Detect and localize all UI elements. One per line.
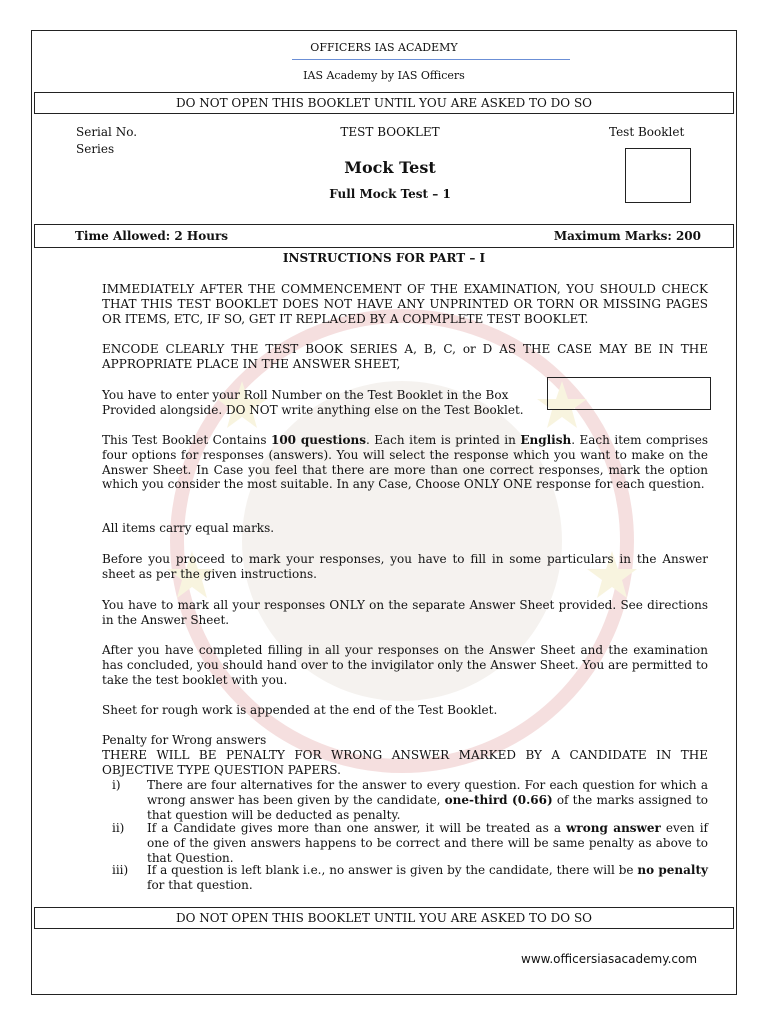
academy-tagline: IAS Academy by IAS Officers [303, 69, 465, 82]
website-link[interactable]: www.officersiasacademy.com [521, 952, 698, 966]
serial-label: Serial No. [76, 125, 138, 139]
penalty-item: If a Candidate gives more than one answer, it will be treated as a wrong answer even if one of the given answers happens to be correct and there will be same penalty as above to that Question. [147, 821, 708, 865]
test-booklet-right-label: Test Booklet [609, 125, 685, 139]
max-marks: Maximum Marks: 200 [553, 229, 701, 243]
top-warning-banner: DO NOT OPEN THIS BOOKLET UNTIL YOU ARE ASKED TO DO SO [34, 92, 734, 114]
series-box[interactable] [625, 148, 691, 203]
exam-info-bar [34, 224, 734, 248]
roll-number-box[interactable] [547, 377, 711, 410]
bottom-warning-banner: DO NOT OPEN THIS BOOKLET UNTIL YOU ARE ASKED TO DO SO [34, 907, 734, 929]
instruction-p1: IMMEDIATELY AFTER THE COMMENCEMENT OF THE EXAMINATION, YOU SHOULD CHECK THAT THIS TEST BOOKLET DOES NOT HAVE ANY UNPRINTED OR TORN OR MISSING PAGES OR ITEMS, ETC, IF SO, GET IT REPLACED BY A COPMPLETE TEST BOOKLET. [102, 282, 708, 326]
penalty-caps: THERE WILL BE PENALTY FOR WRONG ANSWER MARKED BY A CANDIDATE IN THE OBJECTIVE TYPE QUESTION PAPERS. [102, 748, 708, 777]
instruction-p4: This Test Booklet Contains 100 questions. Each item is printed in English. Each item comprises four options for responses (answers). You will select the response which you want to make on the Answer Sheet. In Case you feel that there are more than one correct responses, mark the option which you consider the most suitable. In any Case, Choose ONLY ONE response for each question. [102, 433, 708, 492]
instructions-heading: INSTRUCTIONS FOR PART – I [282, 251, 486, 265]
booklet-subtitle: Full Mock Test – 1 [329, 187, 451, 201]
instruction-p2: ENCODE CLEARLY THE TEST BOOK SERIES A, B, C, or D AS THE CASE MAY BE IN THE APPROPRIATE PLACE IN THE ANSWER SHEET, [102, 342, 708, 371]
instruction-p5: All items carry equal marks. [102, 521, 275, 535]
penalty-title: Penalty for Wrong answers [102, 733, 267, 747]
penalty-item-num: ii) [112, 821, 125, 835]
penalty-item-num: iii) [112, 863, 129, 877]
booklet-title: Mock Test [344, 158, 436, 177]
test-booklet-label: TEST BOOKLET [340, 125, 440, 139]
penalty-item: If a question is left blank i.e., no answer is given by the candidate, there will be no penalty for that question. [147, 863, 708, 892]
instruction-p7: You have to mark all your responses ONLY on the separate Answer Sheet provided. See directions in the Answer Sheet. [102, 598, 708, 627]
penalty-item: There are four alternatives for the answer to every question. For each question for which a wrong answer has been given by the candidate, one-third (0.66) of the marks assigned to that question will be deducted as penalty. [147, 778, 709, 822]
instruction-p8: After you have completed filling in all your responses on the Answer Sheet and the examination has concluded, you should hand over to the invigilator only the Answer Sheet. You are permitted to take the test booklet with you. [102, 643, 708, 687]
series-label: Series [76, 142, 115, 156]
time-allowed: Time Allowed: 2 Hours [75, 229, 229, 243]
instruction-p9: Sheet for rough work is appended at the end of the Test Booklet. [102, 703, 498, 717]
booklet-page [31, 30, 737, 995]
instruction-p6: Before you proceed to mark your responses, you have to fill in some particulars in the Answer sheet as per the given instructions. [102, 552, 708, 581]
header-divider [292, 59, 570, 60]
academy-name: OFFICERS IAS ACADEMY [310, 41, 458, 54]
penalty-item-num: i) [112, 778, 121, 792]
instruction-p3: You have to enter your Roll Number on the Test Booklet in the Box Provided alongside. DO NOT write anything else on the Test Booklet. [102, 388, 524, 417]
